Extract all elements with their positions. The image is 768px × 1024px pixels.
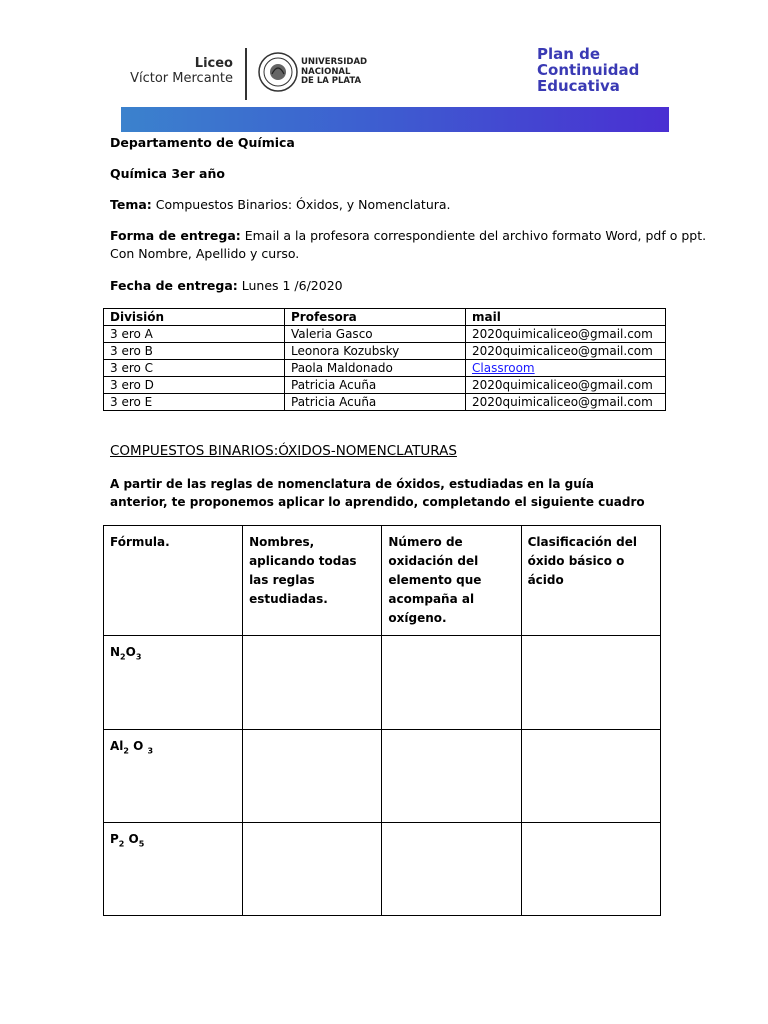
answer-cell[interactable] xyxy=(521,730,660,823)
table-row xyxy=(104,377,666,394)
mail-cell: 2020quimicaliceo@gmail.com xyxy=(466,377,666,394)
formula-cell xyxy=(104,636,243,730)
answer-cell[interactable] xyxy=(382,730,521,823)
liceo-logo xyxy=(120,56,233,86)
formula-element: O xyxy=(125,645,136,659)
division-cell: 3 ero B xyxy=(104,343,285,360)
tema-label: Tema: xyxy=(110,197,152,212)
answer-cell[interactable] xyxy=(382,636,521,730)
department: Departamento de Química xyxy=(110,135,295,150)
divisions-table xyxy=(103,308,666,411)
plan-line1: Plan de xyxy=(537,45,601,63)
formula-cell xyxy=(104,823,243,916)
forma-line2: Con Nombre, Apellido y curso. xyxy=(110,246,300,261)
formula-subscript: 5 xyxy=(138,839,145,849)
unlp-line3: DE LA PLATA xyxy=(301,76,362,86)
division-cell: 3 ero A xyxy=(104,326,285,343)
header-divider xyxy=(245,48,247,100)
profesora-cell: Leonora Kozubsky xyxy=(285,343,466,360)
formula-cell xyxy=(104,730,243,823)
header-clasificacion: Clasificación del óxido básico o ácido xyxy=(521,526,660,636)
classroom-link[interactable]: Classroom xyxy=(472,360,535,375)
table-header-row xyxy=(104,309,666,326)
formula-subscript: 3 xyxy=(147,746,154,756)
table-header-row xyxy=(104,526,661,636)
tema-value: Compuestos Binarios: Óxidos, y Nomenclatura. xyxy=(151,197,451,212)
answer-cell[interactable] xyxy=(243,730,382,823)
liceo-subname: Víctor Mercante xyxy=(130,71,233,86)
answer-cell[interactable] xyxy=(243,636,382,730)
header-numero-oxidacion: Número de oxidación del elemento que acompaña al oxígeno. xyxy=(382,526,521,636)
profesora-cell: Valeria Gasco xyxy=(285,326,466,343)
formula-element: P xyxy=(110,832,119,846)
section-title: COMPUESTOS BINARIOS:ÓXIDOS-NOMENCLATURAS xyxy=(110,443,457,459)
formula-subscript: 2 xyxy=(118,839,125,849)
mail-cell xyxy=(466,360,666,377)
division-cell: 3 ero D xyxy=(104,377,285,394)
document-header xyxy=(0,0,768,135)
plan-line3: Educativa xyxy=(537,77,620,95)
unlp-line1: UNIVERSIDAD xyxy=(301,57,368,67)
profesora-cell: Patricia Acuña xyxy=(285,394,466,411)
answer-cell[interactable] xyxy=(521,823,660,916)
course: Química 3er año xyxy=(110,166,225,181)
unlp-line2: NACIONAL xyxy=(301,66,351,77)
header-nombres: Nombres, aplicando todas las reglas estudiadas. xyxy=(243,526,382,636)
mail-cell: 2020quimicaliceo@gmail.com xyxy=(466,394,666,411)
answer-cell[interactable] xyxy=(243,823,382,916)
formula-subscript: 2 xyxy=(120,652,126,662)
fecha-value: Lunes 1 /6/2020 xyxy=(237,278,343,293)
header-color-band xyxy=(121,107,669,132)
table-row xyxy=(104,360,666,377)
division-cell: 3 ero E xyxy=(104,394,285,411)
table-row xyxy=(104,394,666,411)
formula-element: O xyxy=(128,739,148,753)
formula-element: N xyxy=(110,645,121,659)
unlp-logo xyxy=(301,58,367,87)
formula-element: O xyxy=(124,832,139,846)
plan-line2: Continuidad xyxy=(537,61,640,79)
forma-label: Forma de entrega: xyxy=(110,228,241,243)
unlp-seal-icon xyxy=(258,52,298,92)
fecha-line xyxy=(110,277,343,295)
header-division: División xyxy=(104,309,285,326)
fecha-label: Fecha de entrega: xyxy=(110,278,238,293)
answer-cell[interactable] xyxy=(382,823,521,916)
section-intro: A partir de las reglas de nomenclatura de óxidos, estudiadas en la guía anterior, te proponemos aplicar lo aprendido, completando el siguiente cuadro xyxy=(110,477,645,509)
header-mail: mail xyxy=(466,309,666,326)
mail-cell: 2020quimicaliceo@gmail.com xyxy=(466,326,666,343)
forma-line xyxy=(110,227,706,245)
formula-element: Al xyxy=(110,739,124,753)
forma-value: Email a la profesora correspondiente del archivo formato Word, pdf o ppt. xyxy=(240,228,707,243)
mail-cell: 2020quimicaliceo@gmail.com xyxy=(466,343,666,360)
plan-logo xyxy=(537,46,639,94)
oxides-table xyxy=(103,525,661,916)
profesora-cell: Paola Maldonado xyxy=(285,360,466,377)
table-row xyxy=(104,636,661,730)
formula-subscript: 3 xyxy=(135,652,142,662)
table-row xyxy=(104,730,661,823)
division-cell: 3 ero C xyxy=(104,360,285,377)
liceo-name: Liceo xyxy=(194,56,233,71)
header-formula: Fórmula. xyxy=(104,526,243,636)
table-row xyxy=(104,823,661,916)
tema-line xyxy=(110,196,451,214)
table-row xyxy=(104,343,666,360)
header-profesora: Profesora xyxy=(285,309,466,326)
profesora-cell: Patricia Acuña xyxy=(285,377,466,394)
table-row xyxy=(104,326,666,343)
formula-subscript: 2 xyxy=(123,746,129,756)
answer-cell[interactable] xyxy=(521,636,660,730)
